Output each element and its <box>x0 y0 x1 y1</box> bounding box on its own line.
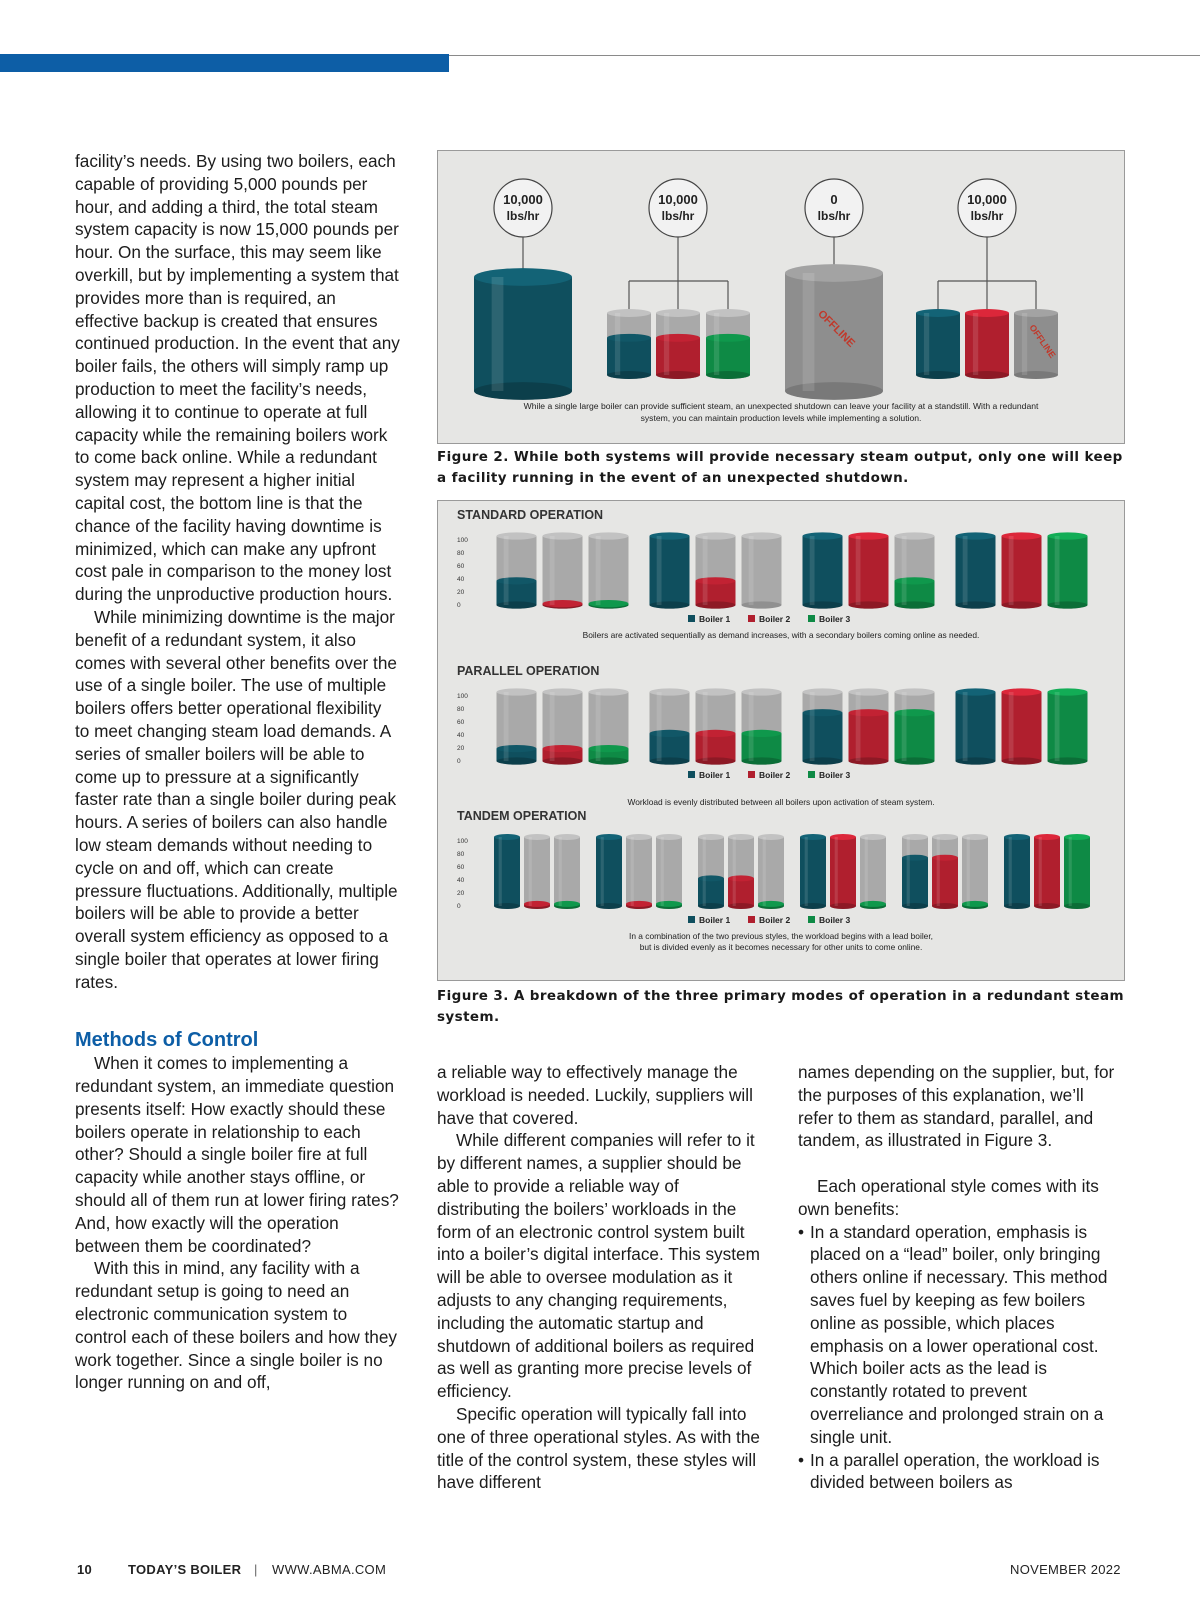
col1-paragraph-2: While minimizing downtime is the major benefit of a redundant system, it also comes with several other benefits over the use of a single boiler. The use of multiple boilers offers better operational flexibility to meet changing steam load demands. A series of smaller boilers will be able to come up to pressure at a significantly faster rate than a single boiler during peak hours. A series of boilers can also handle low steam demands without needing to cycle on and off, which can create pressure fluctuations. Additionally, multiple boilers will be able to provide a better overall system efficiency as opposed to a single boiler that operates at lower firing rates. <box>75 606 398 992</box>
chart-title: TANDEM OPERATION <box>457 809 587 823</box>
header-accent-bar <box>0 54 449 72</box>
bar-boiler-2 <box>849 532 889 608</box>
legend-label: Boiler 2 <box>759 614 791 624</box>
figure-3-caption: Figure 3. A breakdown of the three primary modes of operation in a redundant steam system. <box>437 988 1124 1025</box>
bar-boiler-3 <box>742 532 782 608</box>
bar-boiler-3 <box>1064 834 1090 909</box>
bar-boiler-3 <box>589 532 629 608</box>
column-3 <box>798 1061 1123 1494</box>
y-tick-label: 40 <box>457 576 465 583</box>
bar-boiler-2 <box>543 532 583 608</box>
legend-label: Boiler 3 <box>819 915 851 925</box>
bar-boiler-3 <box>554 834 580 909</box>
bar-boiler-2 <box>728 834 754 909</box>
bar-boiler-2 <box>696 532 736 608</box>
chart-note: Workload is evenly distributed between all boilers upon activation of steam system. <box>627 797 935 807</box>
column-1 <box>75 150 400 1394</box>
figure-2-note-line-2: system, you can maintain production levels while implementing a solution. <box>640 413 922 423</box>
bar-boiler-2 <box>696 688 736 764</box>
y-tick-label: 40 <box>457 877 465 884</box>
legend-label: Boiler 2 <box>759 915 791 925</box>
y-tick-label: 80 <box>457 706 465 713</box>
y-tick-label: 20 <box>457 589 465 596</box>
large-boiler <box>474 268 572 400</box>
boiler-2 <box>656 309 700 379</box>
bar-boiler-1 <box>902 834 928 909</box>
y-tick-label: 100 <box>457 693 468 700</box>
bar-boiler-2 <box>830 834 856 909</box>
chart-title: STANDARD OPERATION <box>457 508 604 522</box>
bar-boiler-1 <box>650 688 690 764</box>
bubble-value: 10,000 <box>503 192 543 207</box>
page-number: 10 <box>77 1562 93 1577</box>
bubble-unit: lbs/hr <box>661 209 695 223</box>
footer-separator: | <box>254 1562 258 1577</box>
bar-boiler-2 <box>849 688 889 764</box>
figure-2 <box>437 150 1125 444</box>
output-bubble <box>494 179 552 237</box>
y-tick-label: 0 <box>457 602 461 609</box>
bar-boiler-1 <box>956 532 996 608</box>
bar-boiler-3 <box>1048 688 1088 764</box>
bar-boiler-1 <box>596 834 622 909</box>
bubble-unit: lbs/hr <box>506 209 540 223</box>
bar-boiler-2 <box>1002 688 1042 764</box>
y-tick-label: 100 <box>457 537 468 544</box>
y-tick-label: 0 <box>457 758 461 765</box>
offline-label: OFFLINE <box>1027 322 1058 360</box>
bar-boiler-3 <box>656 834 682 909</box>
bar-boiler-1 <box>1004 834 1030 909</box>
output-bubble <box>958 179 1016 237</box>
col1-paragraph-3: When it comes to implementing a redundant system, an immediate question presents itself: How exactly should these boilers operate in relationship to each other? Should a single boiler fire at full capacity while another stays offline, or should all of them run at lower firing rates? And, how exactly will the operation between them be coordinated? <box>75 1053 399 1256</box>
col1-paragraph-1: facility’s needs. By using two boilers, each capable of providing 5,000 pounds per hour, and adding a third, the total steam system capacity is now 15,000 pounds per hour. On the surface, this may seem like overkill, but by implementing a system that provides more than is required, an effective backup is created that ensures continued production. In the event that any boiler fails, the others will simply ramp up production to meet the facility’s needs, allowing it to continue to operate at full capacity while the remaining boilers work to come back online. While a redundant system may represent a higher initial capital cost, the bottom line is that the chance of the facility having downtime is minimized, which can make any upfront cost pale in comparison to the money lost during the unproductive production hours. <box>75 151 400 605</box>
bar-boiler-3 <box>758 834 784 909</box>
bar-boiler-3 <box>860 834 886 909</box>
section-heading: Methods of Control <box>75 1029 259 1052</box>
footer-url[interactable]: WWW.ABMA.COM <box>272 1562 387 1577</box>
y-tick-label: 100 <box>457 838 468 845</box>
legend-label: Boiler 3 <box>819 770 851 780</box>
bar-boiler-1 <box>497 688 537 764</box>
offline-label: OFFLINE <box>815 307 858 350</box>
legend-label: Boiler 1 <box>699 614 731 624</box>
y-tick-label: 60 <box>457 864 465 871</box>
figure-2-illustration <box>438 151 1124 443</box>
bar-boiler-3 <box>589 688 629 764</box>
legend-swatch <box>808 615 815 622</box>
bar-boiler-3 <box>742 688 782 764</box>
issue-date: NOVEMBER 2022 <box>1010 1562 1121 1577</box>
bar-boiler-2 <box>1034 834 1060 909</box>
legend-label: Boiler 1 <box>699 770 731 780</box>
legend-label: Boiler 2 <box>759 770 791 780</box>
bubble-value: 10,000 <box>658 192 698 207</box>
bubble-unit: lbs/hr <box>970 209 1004 223</box>
legend-swatch <box>688 916 695 923</box>
bubble-unit: lbs/hr <box>817 209 851 223</box>
col3-paragraph-2: Each operational style comes with its own benefits: <box>798 1175 1099 1219</box>
bar-boiler-1 <box>497 532 537 608</box>
bar-boiler-1 <box>803 532 843 608</box>
magazine-name: TODAY’S BOILER <box>128 1562 242 1577</box>
bar-boiler-2 <box>626 834 652 909</box>
figure-3 <box>437 500 1125 981</box>
legend-swatch <box>748 916 755 923</box>
bar-boiler-1 <box>800 834 826 909</box>
bar-boiler-1 <box>803 688 843 764</box>
y-tick-label: 20 <box>457 745 465 752</box>
y-tick-label: 40 <box>457 732 465 739</box>
bubble-value: 0 <box>830 192 838 207</box>
col3-paragraph-1: names depending on the supplier, but, for the purposes of this explanation, we’ll refer to them as standard, parallel, and tandem, as illustrated in Figure 3. <box>798 1062 1115 1151</box>
y-tick-label: 20 <box>457 890 465 897</box>
benefits-list <box>798 1221 1123 1495</box>
chart-note: Boilers are activated sequentially as demand increases, with a secondary boilers coming online as needed. <box>582 630 980 640</box>
bar-boiler-1 <box>650 532 690 608</box>
y-tick-label: 60 <box>457 563 465 570</box>
col2-paragraph-3: Specific operation will typically fall into one of three operational styles. As with the title of the control system, these styles will have different <box>437 1403 760 1493</box>
column-2 <box>437 1061 762 1494</box>
chart-title: PARALLEL OPERATION <box>457 664 600 678</box>
legend-swatch <box>808 771 815 778</box>
legend-swatch <box>688 771 695 778</box>
legend-label: Boiler 3 <box>819 614 851 624</box>
bar-boiler-2 <box>524 834 550 909</box>
y-tick-label: 60 <box>457 719 465 726</box>
legend-swatch <box>748 615 755 622</box>
col2-paragraph-2: While different companies will refer to it by different names, a supplier should be able to provide a reliable way of distributing the boilers’ workloads in the form of an electronic control system built into a boiler’s digital interface. This system will be able to oversee modulation as it adjusts to any changing requirements, including the automatic startup and shutdown of additional boilers as required as well as granting more precise levels of efficiency. <box>437 1130 760 1402</box>
bar-boiler-2 <box>1002 532 1042 608</box>
bar-boiler-3 <box>1048 532 1088 608</box>
boiler-3 <box>706 309 750 379</box>
bar-boiler-1 <box>494 834 520 909</box>
col2-paragraph-1: a reliable way to effectively manage the workload is needed. Luckily, suppliers will have that covered. <box>437 1062 753 1128</box>
list-item: • In a parallel operation, the workload is divided between boilers as <box>798 1449 1123 1495</box>
bar-boiler-2 <box>932 834 958 909</box>
boiler-1 <box>607 309 651 379</box>
figure-2-note-line-1: While a single large boiler can provide sufficient steam, an unexpected shutdown can leave your facility at a standstill. With a redundant <box>523 401 1039 411</box>
y-tick-label: 80 <box>457 550 465 557</box>
boiler-2 <box>965 309 1009 379</box>
chart-note-line-2: but is divided evenly as it becomes necessary for other units to come online. <box>639 942 923 952</box>
bubble-value: 10,000 <box>967 192 1007 207</box>
output-bubble <box>649 179 707 237</box>
legend-label: Boiler 1 <box>699 915 731 925</box>
output-bubble <box>805 179 863 237</box>
legend-swatch <box>808 916 815 923</box>
bar-boiler-3 <box>895 688 935 764</box>
y-tick-label: 80 <box>457 851 465 858</box>
list-item: • In a standard operation, emphasis is placed on a “lead” boiler, only bringing others online if necessary. This method saves fuel by keeping as few boilers online as possible, which places emphasis on a lower operational cost. Which boiler acts as the lead is constantly rotated to prevent overreliance and prolonged strain on a single unit. <box>798 1221 1123 1449</box>
bar-boiler-3 <box>962 834 988 909</box>
bar-boiler-2 <box>543 688 583 764</box>
figure-2-caption: Figure 2. While both systems will provide necessary steam output, only one will keep a facility running in the event of an unexpected shutdown. <box>437 449 1123 486</box>
chart-note-line-1: In a combination of the two previous styles, the workload begins with a lead boiler, <box>629 931 933 941</box>
y-tick-label: 0 <box>457 903 461 910</box>
boiler-1 <box>916 309 960 379</box>
bar-boiler-1 <box>956 688 996 764</box>
legend-swatch <box>748 771 755 778</box>
figure-3-charts <box>438 501 1124 980</box>
bar-boiler-3 <box>895 532 935 608</box>
col1-paragraph-4: With this in mind, any facility with a redundant setup is going to need an electronic communication system to control each of these boilers and how they work together. Since a single boiler is no longer running on and off, <box>75 1258 397 1393</box>
bar-boiler-1 <box>698 834 724 909</box>
legend-swatch <box>688 615 695 622</box>
